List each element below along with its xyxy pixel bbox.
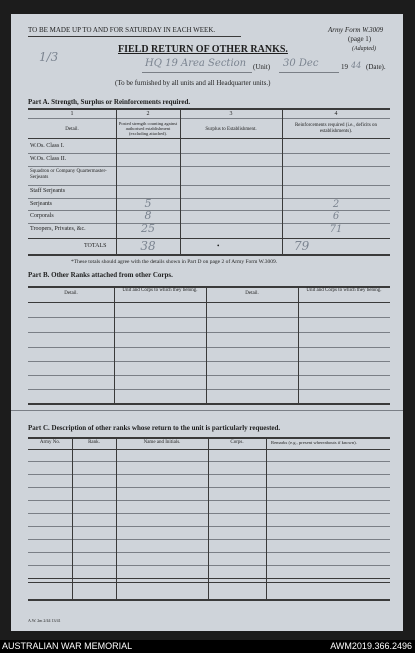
col-header-detail: Detail. — [65, 127, 79, 132]
total-surplus: • — [217, 242, 220, 250]
footer-institution: AUSTRALIAN WAR MEMORIAL — [2, 641, 133, 651]
row-line — [28, 153, 390, 154]
posted-troopers: 25 — [141, 222, 155, 235]
part-b-bottom-border — [28, 403, 390, 405]
total-posted: 38 — [140, 239, 156, 253]
part-b-header-bottom — [28, 302, 390, 303]
part-c-header-name: Name and Initials. — [143, 440, 181, 445]
row-line — [28, 461, 390, 462]
posted-corporals: 8 — [144, 209, 152, 222]
col-divider — [116, 437, 117, 601]
part-c-header-rank: Rank. — [88, 440, 100, 445]
col-divider — [114, 286, 115, 405]
furnish-note: (To be furnished by all units and all Headquarter units.) — [115, 79, 271, 87]
row-line — [28, 539, 390, 540]
row-detail: Corporals — [30, 213, 54, 219]
row-line — [28, 526, 390, 527]
year-prefix: 19 — [341, 63, 348, 71]
print-code: A.W. 2m 2/44 13/41 — [28, 618, 61, 623]
form-id: Army Form W.3009 — [328, 26, 384, 34]
instruction-underline — [28, 36, 241, 37]
part-a-header-bottom — [28, 138, 390, 139]
handwritten-date: 30 Dec — [283, 58, 319, 69]
totals-label: TOTALS — [84, 243, 107, 249]
row-line — [28, 238, 390, 239]
col-number-1: 1 — [70, 111, 74, 117]
fold-line — [11, 410, 403, 411]
reinf-troopers: 71 — [329, 224, 343, 235]
row-line — [28, 582, 390, 583]
row-line — [28, 166, 390, 167]
col-number-2: 2 — [146, 111, 150, 117]
part-a-bottom-border — [28, 254, 390, 256]
part-b-title: Part B. Other Ranks attached from other Corps. — [28, 271, 173, 279]
total-reinforcements: 79 — [294, 239, 310, 253]
col-divider — [298, 286, 299, 405]
row-line — [28, 185, 390, 186]
row-detail: W.Os. Class II. — [30, 156, 67, 162]
col-divider — [266, 437, 267, 601]
footer-accession: AWM2019.366.2496 — [330, 641, 412, 651]
row-detail: W.Os. Class I. — [30, 143, 65, 149]
part-c-header-corps: Corps. — [230, 440, 244, 445]
row-line — [28, 552, 390, 553]
part-c-header-army-no: Army No. — [39, 440, 61, 445]
reinf-serjeants: 2 — [332, 199, 340, 210]
part-b-header-detail-2: Detail. — [245, 291, 259, 296]
row-line — [28, 513, 390, 514]
row-line — [28, 347, 390, 348]
row-line — [28, 317, 390, 318]
col-header-reinforcements: Reinforcements required (i.e., deficits on establishments). — [294, 123, 378, 134]
col-header-surplus: Surplus to Establishment. — [205, 127, 257, 132]
part-b-header-unit-1: Unit and Corps to which they belong. — [122, 288, 198, 293]
adapted-label: (Adapted) — [352, 46, 376, 52]
form-sheet — [11, 14, 403, 631]
row-line — [28, 578, 390, 579]
row-line — [28, 474, 390, 475]
row-line — [28, 389, 390, 390]
date-label: (Date). — [366, 63, 386, 71]
part-c-top-border — [28, 437, 390, 439]
posted-serjeants: 5 — [144, 197, 152, 210]
form-title: FIELD RETURN OF OTHER RANKS. — [118, 44, 288, 55]
row-line — [28, 361, 390, 362]
part-a-title: Part A. Strength, Surplus or Reinforcements required. — [28, 98, 191, 106]
part-b-header-detail-1: Detail. — [64, 291, 78, 296]
row-line — [28, 487, 390, 488]
row-detail: Serjeants — [30, 201, 52, 207]
part-b-header-unit-2: Unit and Corps to which they belong. — [306, 288, 382, 293]
footer-bar — [0, 640, 415, 653]
part-c-bottom-border — [28, 599, 390, 601]
row-line — [28, 332, 390, 333]
date-line — [279, 72, 339, 73]
row-line — [28, 500, 390, 501]
handwritten-unit: HQ 19 Area Section — [145, 58, 247, 69]
col-divider — [180, 108, 181, 256]
col-header-posted: Posted strength counting against authorised establishment (excluding attached). — [118, 121, 178, 136]
col-number-3: 3 — [229, 111, 233, 117]
part-c-title: Part C. Description of other ranks whose return to the unit is particularly requested. — [28, 424, 281, 432]
col-divider — [206, 286, 207, 405]
unit-label: (Unit) — [253, 63, 271, 71]
row-line — [28, 565, 390, 566]
unit-line — [142, 72, 252, 73]
totals-note: *These totals should agree with the details shown in Part D on page 2 of Army Form W.3009. — [71, 259, 278, 265]
reinf-corporals: 6 — [332, 211, 340, 222]
handwritten-year: 44 — [351, 61, 362, 70]
col-number-4: 4 — [334, 111, 338, 117]
corner-mark: 1/3 — [39, 50, 59, 64]
part-a-top-border — [28, 108, 390, 110]
row-detail: Troopers, Privates, &c. — [30, 226, 86, 232]
col-divider — [72, 437, 73, 601]
row-detail: Staff Serjeants — [30, 188, 66, 194]
part-c-header-remarks: Remarks (e.g., present whereabouts if known). — [271, 440, 357, 445]
col-divider — [208, 437, 209, 601]
col-number-line — [28, 118, 390, 119]
row-line — [28, 375, 390, 376]
row-detail: Squadron or Company Quartermaster-Serjeants — [30, 169, 107, 180]
part-c-header-bottom — [28, 449, 390, 450]
page-number: (page 1) — [348, 35, 372, 43]
instruction-text: TO BE MADE UP TO AND FOR SATURDAY IN EACH WEEK. — [28, 26, 216, 34]
